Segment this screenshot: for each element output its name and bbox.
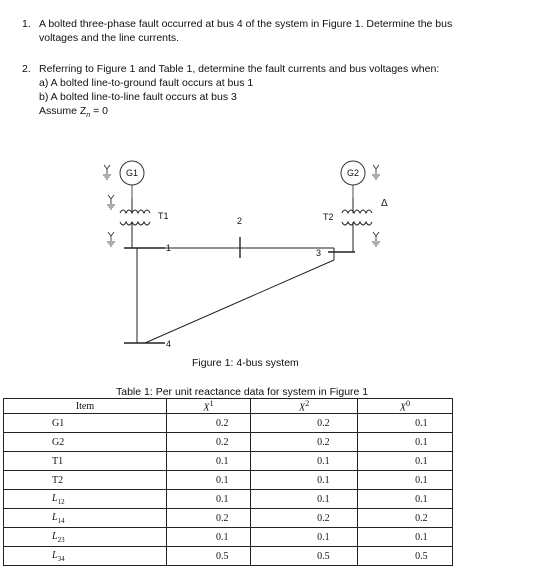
table-header-row (4, 399, 453, 414)
question-1 (22, 17, 472, 45)
cell-x2: 0.2 (251, 509, 358, 528)
t2-label: T2 (323, 212, 334, 222)
cell-x0: 0.2 (358, 509, 453, 528)
generator-g2 (341, 161, 365, 198)
question-text: Referring to Figure 1 and Table 1, determine the fault currents and bus voltages when: (39, 63, 440, 75)
generator-g1 (120, 161, 144, 198)
header-item: Item (4, 399, 167, 414)
wye-ground-icon (107, 232, 115, 246)
one-line-diagram (0, 150, 539, 375)
wye-ground-icon (372, 232, 380, 246)
bus-1-label: 1 (166, 243, 172, 253)
g2-label: G2 (346, 168, 360, 178)
cell-item: G1 (4, 414, 167, 433)
table-row (4, 528, 453, 547)
cell-item: T1 (4, 452, 167, 471)
cell-x2: 0.2 (251, 433, 358, 452)
cell-x0: 0.1 (358, 414, 453, 433)
cell-x1: 0.1 (167, 490, 251, 509)
table-row (4, 433, 453, 452)
cell-x0: 0.1 (358, 452, 453, 471)
bus-4 (124, 339, 171, 349)
header-x2: $X^2$ (251, 399, 358, 414)
cell-x2: 0.1 (251, 471, 358, 490)
part-a: a) A bolted line-to-ground fault occurs at bus 1 (39, 77, 254, 89)
table-row (4, 547, 453, 566)
transformer-t1 (120, 198, 169, 248)
bus-3-label: 3 (316, 248, 322, 258)
question-2 (22, 62, 472, 123)
cell-x0: 0.1 (358, 490, 453, 509)
header-x0: $X^0$ (358, 399, 453, 414)
cell-x0: 0.1 (358, 433, 453, 452)
cell-item: $L_{14}$ (4, 509, 167, 528)
bus-2-label: 2 (237, 216, 243, 226)
wye-ground-icon (107, 195, 115, 209)
table-row (4, 414, 453, 433)
cell-item: $L_{23}$ (4, 528, 167, 547)
question-number: 1. (22, 18, 31, 30)
cell-x0: 0.1 (358, 528, 453, 547)
cell-x1: 0.1 (167, 452, 251, 471)
cell-item: G2 (4, 433, 167, 452)
cell-x1: 0.1 (167, 471, 251, 490)
cell-x2: 0.5 (251, 547, 358, 566)
table-row (4, 471, 453, 490)
question-text: A bolted three-phase fault occurred at bus 4 of the system in Figure 1. Determine the bus voltages and the line currents. (39, 18, 453, 44)
cell-x1: 0.5 (167, 547, 251, 566)
t1-label: T1 (158, 211, 169, 221)
cell-x1: 0.2 (167, 509, 251, 528)
bus-4-label: 4 (166, 339, 172, 349)
cell-item: $L_{34}$ (4, 547, 167, 566)
bus-3 (316, 248, 355, 260)
figure-caption: Figure 1: 4-bus system (192, 357, 299, 369)
table-row (4, 452, 453, 471)
cell-item: T2 (4, 471, 167, 490)
cell-x0: 0.5 (358, 547, 453, 566)
cell-x2: 0.2 (251, 414, 358, 433)
wye-ground-icon (372, 165, 380, 179)
table-row (4, 490, 453, 509)
table-row (4, 509, 453, 528)
cell-item: $L_{12}$ (4, 490, 167, 509)
cell-x2: 0.1 (251, 528, 358, 547)
cell-x1: 0.1 (167, 528, 251, 547)
part-b: b) A bolted line-to-line fault occurs at bus 3 (39, 91, 237, 103)
cell-x2: 0.1 (251, 490, 358, 509)
delta-icon: Δ (381, 198, 388, 209)
g1-label: G1 (125, 168, 139, 178)
transformer-t2 (323, 198, 372, 252)
assumption: Assume $Z_n = 0$ (39, 105, 108, 120)
header-x1: $X^1$ (167, 399, 251, 414)
cell-x2: 0.1 (251, 452, 358, 471)
cell-x1: 0.2 (167, 433, 251, 452)
cell-x0: 0.1 (358, 471, 453, 490)
reactance-table (3, 398, 453, 566)
question-number: 2. (22, 63, 31, 75)
table-caption: Table 1: Per unit reactance data for system in Figure 1 (116, 386, 369, 398)
cell-x1: 0.2 (167, 414, 251, 433)
wye-ground-icon (103, 165, 111, 179)
bus-2 (237, 216, 242, 258)
